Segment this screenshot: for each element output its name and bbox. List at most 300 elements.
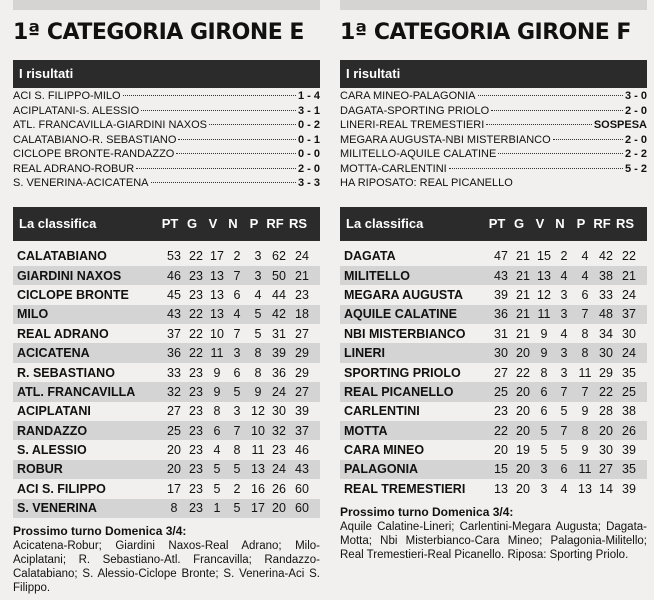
stat-rf: 39 <box>272 346 286 361</box>
team-name: ACICATENA <box>17 346 90 361</box>
stat-rs: 39 <box>622 443 636 458</box>
stat-n: 8 <box>233 443 241 458</box>
stat-rf: 26 <box>272 481 286 496</box>
stat-v: 6 <box>540 384 548 399</box>
team-name: CARA MINEO <box>344 443 425 458</box>
result-match: ATL. FRANCAVILLA-GIARDINI NAXOS <box>13 119 207 131</box>
leader-dots <box>141 110 296 111</box>
stat-n: 7 <box>560 423 568 438</box>
stat-p: 4 <box>581 249 589 264</box>
stat-g: 21 <box>516 326 530 341</box>
team-name: CALATABIANO <box>17 249 107 264</box>
team-name: AQUILE CALATINE <box>344 307 457 322</box>
stat-v: 8 <box>213 404 221 419</box>
stat-pt: 37 <box>167 326 181 341</box>
table-row <box>13 440 320 459</box>
stat-v: 13 <box>210 268 224 283</box>
stat-pt: 30 <box>494 346 508 361</box>
stat-p: 8 <box>254 365 262 380</box>
stat-g: 23 <box>189 268 203 283</box>
result-match: LINERI-REAL TREMESTIERI <box>340 119 485 131</box>
stat-rf: 30 <box>599 346 613 361</box>
stat-pt: 31 <box>494 326 508 341</box>
team-name: NBI MISTERBIANCO <box>344 326 466 341</box>
stat-rf: 14 <box>599 481 613 496</box>
result-score: 0 - 2 <box>297 119 320 131</box>
table-row <box>13 363 320 382</box>
result-row <box>13 147 320 162</box>
stat-p: 11 <box>251 443 265 458</box>
stat-rf: 42 <box>272 307 286 322</box>
stat-rs: 29 <box>295 346 309 361</box>
stat-n: 5 <box>560 404 568 419</box>
stat-rs: 25 <box>622 384 636 399</box>
stat-pt: 36 <box>494 307 508 322</box>
stat-p: 7 <box>581 384 589 399</box>
result-score: 1 - 4 <box>297 90 320 102</box>
stat-rf: 31 <box>272 326 286 341</box>
stat-n: 4 <box>560 326 568 341</box>
stat-v: 17 <box>210 249 224 264</box>
stat-rf: 23 <box>272 443 286 458</box>
table-row <box>340 266 647 285</box>
stat-rs: 27 <box>295 326 309 341</box>
stat-g: 23 <box>189 481 203 496</box>
stat-v: 9 <box>213 365 221 380</box>
stat-v: 12 <box>537 287 551 302</box>
stat-pt: 25 <box>494 384 508 399</box>
stat-v: 6 <box>540 404 548 419</box>
team-name: GIARDINI NAXOS <box>17 268 122 283</box>
result-match: ACI S. FILIPPO-MILO <box>13 90 121 102</box>
result-match: CARA MINEO-PALAGONIA <box>340 90 476 102</box>
stat-pt: 13 <box>494 481 508 496</box>
stat-p: 17 <box>251 501 265 516</box>
team-name: ACI S. FILIPPO <box>17 481 106 496</box>
stat-pt: 46 <box>167 268 181 283</box>
table-row <box>13 324 320 343</box>
stat-rs: 43 <box>295 462 309 477</box>
stat-g: 23 <box>189 423 203 438</box>
stat-rs: 46 <box>295 443 309 458</box>
stat-v: 1 <box>213 501 221 516</box>
stat-p: 11 <box>578 462 592 477</box>
table-row <box>13 343 320 362</box>
stat-pt: 33 <box>167 365 181 380</box>
leader-dots <box>449 168 623 169</box>
team-name: RANDAZZO <box>17 423 88 438</box>
result-row <box>340 118 647 133</box>
team-name: CARLENTINI <box>344 404 420 419</box>
result-score: 0 - 0 <box>297 148 320 160</box>
team-name: MILITELLO <box>344 268 410 283</box>
stat-n: 7 <box>233 423 241 438</box>
column-header-g: G <box>513 216 525 231</box>
stat-v: 13 <box>210 287 224 302</box>
stat-rs: 60 <box>295 481 309 496</box>
stat-rf: 34 <box>599 326 613 341</box>
stat-n: 3 <box>560 287 568 302</box>
stat-rf: 29 <box>599 365 613 380</box>
stat-p: 3 <box>254 268 262 283</box>
stat-v: 5 <box>213 462 221 477</box>
table-row <box>340 305 647 324</box>
stat-pt: 39 <box>494 287 508 302</box>
stat-g: 19 <box>516 443 530 458</box>
stat-pt: 27 <box>167 404 181 419</box>
column-header-rf: RF <box>266 216 284 231</box>
table-row <box>340 247 647 266</box>
stat-rs: 24 <box>622 346 636 361</box>
column-header-n: N <box>555 216 565 231</box>
stat-rs: 24 <box>295 249 309 264</box>
next-round <box>340 505 647 562</box>
column-header-v: V <box>535 216 545 231</box>
stat-g: 20 <box>516 462 530 477</box>
stat-n: 4 <box>560 268 568 283</box>
next-round <box>13 524 320 595</box>
result-score: 2 - 0 <box>624 104 647 117</box>
leader-dots <box>209 124 296 125</box>
stat-v: 10 <box>210 326 224 341</box>
stat-pt: 20 <box>167 443 181 458</box>
result-score: 3 - 3 <box>297 177 320 189</box>
table-row <box>340 421 647 440</box>
stat-rf: 32 <box>272 423 286 438</box>
stat-n: 7 <box>560 384 568 399</box>
column-header-rs: RS <box>615 216 635 231</box>
stat-n: 6 <box>233 365 241 380</box>
team-name: ROBUR <box>17 462 63 477</box>
results-list <box>13 88 320 191</box>
team-name: DAGATA <box>344 249 396 264</box>
column-header-p: P <box>249 216 259 231</box>
team-name: REAL TREMESTIERI <box>344 481 466 496</box>
result-match: MILITELLO-AQUILE CALATINE <box>340 148 497 160</box>
girone-e-title: 1ª CATEGORIA GIRONE E <box>13 20 304 45</box>
stat-p: 7 <box>581 307 589 322</box>
standings-table <box>340 247 647 499</box>
stat-g: 21 <box>516 307 530 322</box>
stat-n: 6 <box>233 287 241 302</box>
stat-pt: 36 <box>167 346 181 361</box>
stat-rs: 29 <box>295 365 309 380</box>
stat-p: 9 <box>254 384 262 399</box>
stat-v: 13 <box>210 307 224 322</box>
leader-dots <box>486 124 592 125</box>
table-row <box>13 460 320 479</box>
stat-rf: 30 <box>272 404 286 419</box>
stat-p: 4 <box>254 287 262 302</box>
team-name: R. SEBASTIANO <box>17 365 115 380</box>
column-header-n: N <box>228 216 238 231</box>
stat-n: 7 <box>233 326 241 341</box>
result-score: 2 - 2 <box>624 148 647 160</box>
stat-g: 22 <box>189 346 203 361</box>
team-name: S. ALESSIO <box>17 443 87 458</box>
stat-rf: 48 <box>599 307 613 322</box>
table-row <box>340 479 647 498</box>
result-row <box>13 176 320 191</box>
table-row <box>13 247 320 266</box>
result-row <box>13 133 320 148</box>
next-round-text: Acicatena-Robur; Giardini Naxos-Real Adrano; Milo-Aciplatani; R. Sebastiano-Atl. Francavilla; Randazzo-Calatabiano; S. Alessio-Ciclope Bronte; S. Venerina-Aci S. Filippo. <box>13 539 320 594</box>
table-row <box>13 421 320 440</box>
stat-g: 20 <box>516 384 530 399</box>
leader-dots <box>176 153 296 154</box>
result-match: CICLOPE BRONTE-RANDAZZO <box>13 148 175 160</box>
stat-v: 3 <box>540 462 548 477</box>
stat-n: 6 <box>560 462 568 477</box>
result-match: REAL ADRANO-ROBUR <box>13 162 135 175</box>
column-header-pt: PT <box>161 216 179 231</box>
stat-g: 23 <box>189 462 203 477</box>
stat-p: 8 <box>581 423 589 438</box>
table-row <box>13 479 320 498</box>
stat-rs: 26 <box>622 423 636 438</box>
stat-v: 8 <box>540 365 548 380</box>
stat-v: 5 <box>213 481 221 496</box>
next-round-text: Aquile Calatine-Lineri; Carlentini-Megara Augusta; Dagata-Motta; Nbi Misterbianco-Cara Mineo; Palagonia-Militello; Real Tremestieri-Real Picanello. Riposa: Sporting Priolo. <box>340 520 647 561</box>
stat-rs: 18 <box>295 307 309 322</box>
table-row <box>340 285 647 304</box>
stat-v: 9 <box>213 384 221 399</box>
result-match: MOTTA-CARLENTINI <box>340 162 447 175</box>
stat-v: 13 <box>537 268 551 283</box>
team-name: REAL ADRANO <box>17 326 109 341</box>
team-name: REAL PICANELLO <box>344 384 454 399</box>
stat-rs: 24 <box>622 287 636 302</box>
stat-p: 6 <box>581 287 589 302</box>
stat-rs: 37 <box>295 423 309 438</box>
stat-p: 8 <box>581 326 589 341</box>
standings-label: La classifica <box>346 216 424 231</box>
stat-p: 13 <box>578 481 592 496</box>
stat-p: 9 <box>581 404 589 419</box>
table-row <box>13 266 320 285</box>
stat-pt: 43 <box>167 307 181 322</box>
stat-rs: 39 <box>295 404 309 419</box>
stat-rf: 50 <box>272 268 286 283</box>
table-row <box>13 305 320 324</box>
stat-g: 23 <box>189 404 203 419</box>
stat-rf: 28 <box>599 404 613 419</box>
stat-rs: 21 <box>295 268 309 283</box>
stat-g: 22 <box>189 326 203 341</box>
stat-p: 9 <box>581 443 589 458</box>
result-match: ACIPLATANI-S. ALESSIO <box>13 104 140 117</box>
stat-rs: 38 <box>622 404 636 419</box>
result-row <box>13 118 320 133</box>
stat-rs: 22 <box>622 249 636 264</box>
stat-rs: 23 <box>295 287 309 302</box>
stat-n: 5 <box>233 462 241 477</box>
stat-n: 2 <box>233 481 241 496</box>
top-strip <box>13 0 320 10</box>
stat-rf: 62 <box>272 249 286 264</box>
result-score: 5 - 2 <box>624 162 647 175</box>
team-name: ATL. FRANCAVILLA <box>17 384 136 399</box>
leader-dots <box>498 153 623 154</box>
result-score: SOSPESA <box>593 119 647 131</box>
result-row <box>13 162 320 177</box>
result-score: 3 - 0 <box>624 90 647 102</box>
stat-pt: 27 <box>494 365 508 380</box>
stat-pt: 23 <box>494 404 508 419</box>
stat-g: 21 <box>516 287 530 302</box>
stat-rf: 20 <box>272 501 286 516</box>
stat-p: 11 <box>578 365 592 380</box>
table-row <box>13 382 320 401</box>
stat-p: 12 <box>251 404 265 419</box>
stat-g: 22 <box>189 249 203 264</box>
stat-p: 16 <box>251 481 265 496</box>
stat-n: 5 <box>233 384 241 399</box>
table-row <box>340 402 647 421</box>
result-row <box>340 89 647 104</box>
stat-rs: 39 <box>622 481 636 496</box>
stat-rf: 30 <box>599 443 613 458</box>
stat-p: 10 <box>251 423 265 438</box>
team-name: ACIPLATANI <box>17 404 91 419</box>
stat-rf: 38 <box>599 268 613 283</box>
stat-p: 8 <box>581 346 589 361</box>
results-header: I risultati <box>340 60 647 88</box>
stat-v: 9 <box>540 326 548 341</box>
stat-pt: 20 <box>167 462 181 477</box>
column-header-p: P <box>576 216 586 231</box>
stat-p: 13 <box>251 462 265 477</box>
leader-dots <box>178 139 296 140</box>
stat-rf: 22 <box>599 384 613 399</box>
stat-n: 2 <box>560 249 568 264</box>
stat-g: 22 <box>516 365 530 380</box>
table-row <box>13 499 320 518</box>
result-row <box>13 104 320 119</box>
result-row <box>340 162 647 177</box>
team-name: S. VENERINA <box>17 501 97 516</box>
result-score: 3 - 1 <box>297 104 320 117</box>
stat-pt: 15 <box>494 462 508 477</box>
standings-header <box>13 207 320 241</box>
stat-pt: 17 <box>167 481 181 496</box>
result-row <box>340 176 647 191</box>
stat-g: 23 <box>189 443 203 458</box>
team-name: LINERI <box>344 346 385 361</box>
stat-v: 3 <box>540 481 548 496</box>
leader-dots <box>123 95 296 96</box>
stat-n: 7 <box>233 268 241 283</box>
stat-pt: 47 <box>494 249 508 264</box>
team-name: CICLOPE BRONTE <box>17 287 129 302</box>
stat-rf: 44 <box>272 287 286 302</box>
stat-rs: 37 <box>622 307 636 322</box>
result-match: MEGARA AUGUSTA-NBI MISTERBIANCO <box>340 133 551 146</box>
column-header-rs: RS <box>288 216 308 231</box>
team-name: MOTTA <box>344 423 388 438</box>
stat-rf: 27 <box>599 462 613 477</box>
stat-g: 21 <box>516 249 530 264</box>
stat-g: 21 <box>516 268 530 283</box>
table-row <box>340 363 647 382</box>
stat-v: 5 <box>540 443 548 458</box>
leader-dots <box>136 168 296 169</box>
column-header-pt: PT <box>488 216 506 231</box>
result-row <box>13 89 320 104</box>
stat-g: 20 <box>516 404 530 419</box>
stat-g: 20 <box>516 423 530 438</box>
leader-dots <box>151 182 296 183</box>
stat-g: 23 <box>189 365 203 380</box>
stat-n: 3 <box>560 365 568 380</box>
stat-rf: 24 <box>272 462 286 477</box>
top-strip <box>340 0 647 10</box>
stat-g: 22 <box>189 307 203 322</box>
stat-g: 23 <box>189 287 203 302</box>
girone-f-title: 1ª CATEGORIA GIRONE F <box>340 20 631 45</box>
stat-p: 4 <box>581 268 589 283</box>
stat-rs: 35 <box>622 462 636 477</box>
stat-rs: 60 <box>295 501 309 516</box>
stat-p: 5 <box>254 307 262 322</box>
stat-p: 3 <box>254 249 262 264</box>
table-row <box>340 440 647 459</box>
stat-rf: 24 <box>272 384 286 399</box>
stat-n: 3 <box>233 346 241 361</box>
stat-v: 11 <box>537 307 551 322</box>
stat-v: 9 <box>540 346 548 361</box>
stat-pt: 32 <box>167 384 181 399</box>
leader-dots <box>491 110 623 111</box>
stat-n: 3 <box>233 404 241 419</box>
stat-n: 4 <box>233 307 241 322</box>
table-row <box>340 324 647 343</box>
result-row <box>340 133 647 148</box>
stat-n: 2 <box>233 249 241 264</box>
column-header-rf: RF <box>593 216 611 231</box>
result-row <box>340 104 647 119</box>
girone-f-column <box>340 0 647 562</box>
leader-dots <box>478 95 623 96</box>
standings-header <box>340 207 647 241</box>
girone-e-column <box>13 0 320 595</box>
stat-n: 5 <box>560 443 568 458</box>
stat-n: 4 <box>560 481 568 496</box>
result-match: HA RIPOSATO: REAL PICANELLO <box>340 177 513 189</box>
result-match: DAGATA-SPORTING PRIOLO <box>340 104 490 117</box>
stat-v: 15 <box>537 249 551 264</box>
stat-pt: 22 <box>494 423 508 438</box>
stat-pt: 8 <box>170 501 178 516</box>
result-row <box>340 147 647 162</box>
stat-n: 5 <box>233 501 241 516</box>
column-header-v: V <box>208 216 218 231</box>
result-score: 0 - 1 <box>297 133 320 146</box>
stat-pt: 45 <box>167 287 181 302</box>
stat-rf: 20 <box>599 423 613 438</box>
stat-p: 5 <box>254 326 262 341</box>
stat-g: 20 <box>516 481 530 496</box>
stat-v: 11 <box>210 346 224 361</box>
stat-n: 3 <box>560 307 568 322</box>
stat-rs: 30 <box>622 326 636 341</box>
result-match: S. VENERINA-ACICATENA <box>13 177 149 189</box>
column-header-g: G <box>186 216 198 231</box>
stat-n: 3 <box>560 346 568 361</box>
results-list <box>340 88 647 191</box>
table-row <box>13 285 320 304</box>
stat-rs: 27 <box>295 384 309 399</box>
